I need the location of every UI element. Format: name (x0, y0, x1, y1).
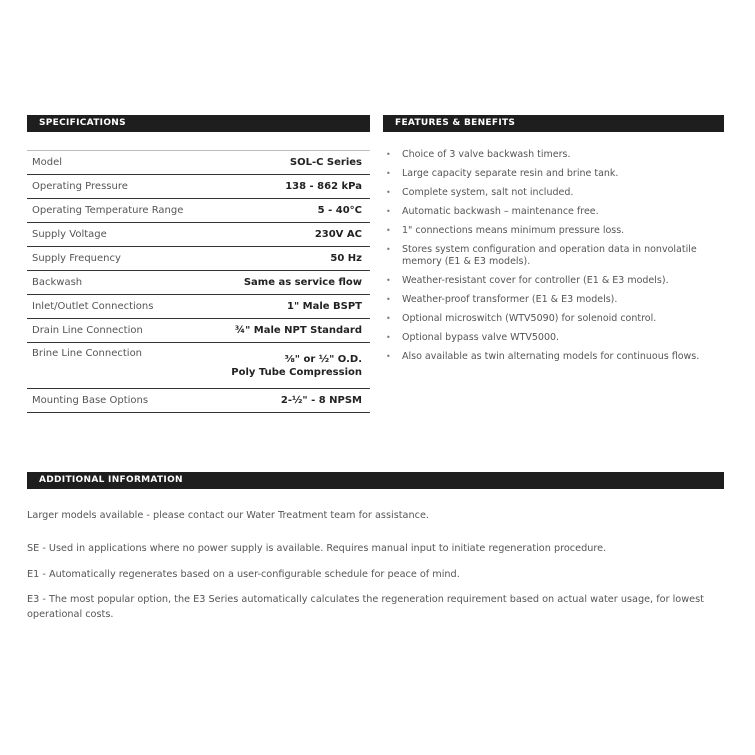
spec-value: 50 Hz (199, 247, 371, 271)
spec-value-line: ⅜" or ½" O.D. (284, 353, 362, 365)
spec-value: 5 - 40°C (199, 199, 371, 223)
features-list (383, 149, 724, 370)
additional-paragraph: E1 - Automatically regenerates based on a user-configurable schedule for peace of mind. (27, 569, 460, 580)
spec-value: 2-½" - 8 NPSM (199, 389, 371, 413)
spec-label: Model (27, 151, 199, 175)
spec-label: Drain Line Connection (27, 319, 199, 343)
table-row (27, 199, 370, 223)
list-item: • Weather-resistant cover for controller (E1 & E3 models). (383, 275, 724, 287)
spec-value: Same as service flow (199, 271, 371, 295)
list-item: • Choice of 3 valve backwash timers. (383, 149, 724, 161)
table-row (27, 389, 370, 413)
spec-value: 230V AC (199, 223, 371, 247)
spec-value: 138 - 862 kPa (199, 175, 371, 199)
list-item: • Optional bypass valve WTV5000. (383, 332, 724, 344)
spec-value: SOL-C Series (199, 151, 371, 175)
spec-label: Supply Voltage (27, 223, 199, 247)
spec-label: Brine Line Connection (27, 343, 199, 389)
features-header: FEATURES & BENEFITS (383, 115, 724, 132)
table-row (27, 175, 370, 199)
spec-label: Operating Pressure (27, 175, 199, 199)
spec-value: 1" Male BSPT (199, 295, 371, 319)
table-row (27, 319, 370, 343)
table-row (27, 295, 370, 319)
list-item: • Large capacity separate resin and brine tank. (383, 168, 724, 180)
spec-label: Supply Frequency (27, 247, 199, 271)
additional-paragraph: E3 - The most popular option, the E3 Series automatically calculates the regeneration requirement based on actual water usage, for lowest operational costs. (27, 594, 704, 620)
list-item: • Weather-proof transformer (E1 & E3 models). (383, 294, 724, 306)
list-item: • Complete system, salt not included. (383, 187, 724, 199)
specifications-header: SPECIFICATIONS (27, 115, 370, 132)
spec-label: Mounting Base Options (27, 389, 199, 413)
table-row (27, 247, 370, 271)
table-row (27, 223, 370, 247)
spec-label: Inlet/Outlet Connections (27, 295, 199, 319)
list-item: • Also available as twin alternating models for continuous flows. (383, 351, 724, 363)
specifications-table (27, 150, 370, 413)
additional-paragraph: Larger models available - please contact our Water Treatment team for assistance. (27, 510, 429, 521)
spec-label: Backwash (27, 271, 199, 295)
spec-value (199, 343, 371, 389)
table-row (27, 151, 370, 175)
list-item: • Automatic backwash – maintenance free. (383, 206, 724, 218)
list-item: • Optional microswitch (WTV5090) for solenoid control. (383, 313, 724, 325)
spec-label: Operating Temperature Range (27, 199, 199, 223)
spec-value-line: Poly Tube Compression (231, 366, 362, 378)
list-item: • Stores system configuration and operation data in nonvolatile memory (E1 & E3 models). (383, 244, 724, 268)
additional-paragraph: SE - Used in applications where no power supply is available. Requires manual input to initiate regeneration procedure. (27, 543, 607, 554)
table-row (27, 271, 370, 295)
list-item: • 1" connections means minimum pressure loss. (383, 225, 724, 237)
spec-value: ¾" Male NPT Standard (199, 319, 371, 343)
additional-information-header: ADDITIONAL INFORMATION (27, 472, 724, 489)
table-row (27, 343, 370, 389)
